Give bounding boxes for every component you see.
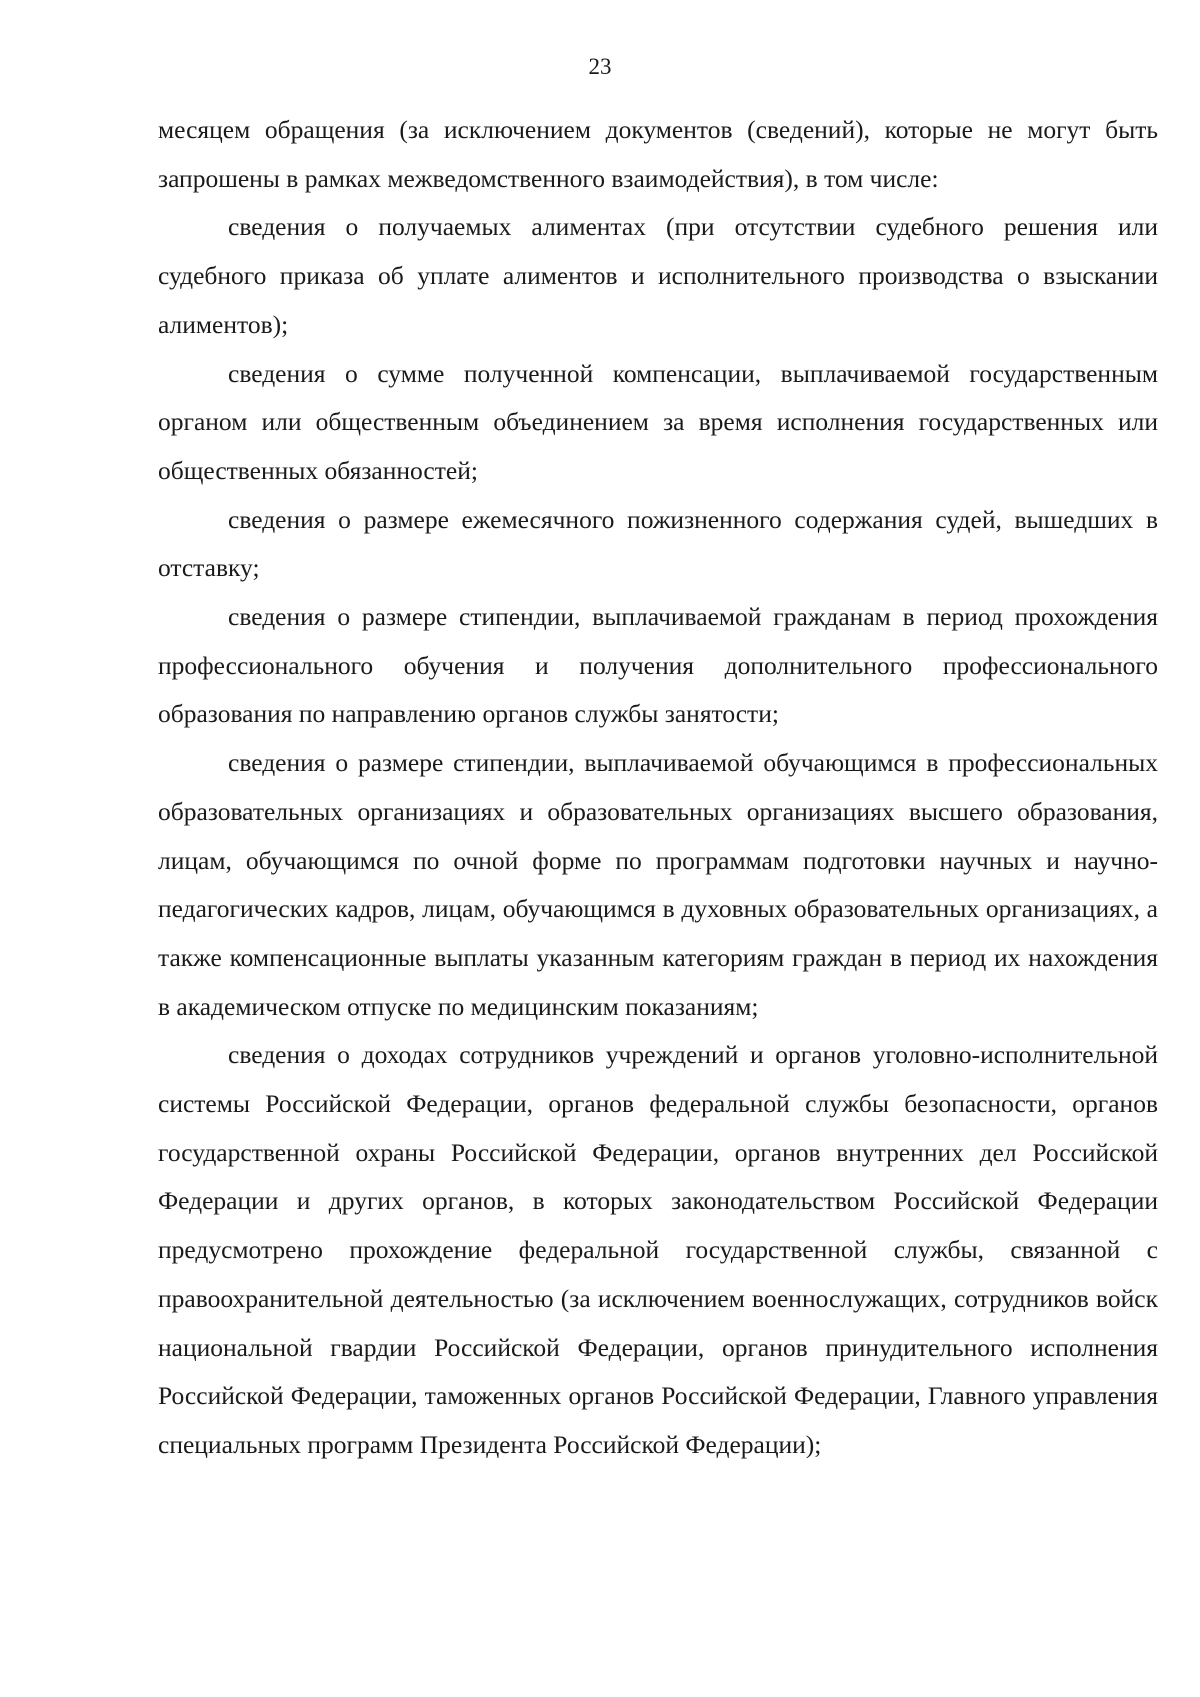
document-body: [158, 106, 1158, 1470]
paragraph-judges-allowance: сведения о размере ежемесячного пожизненного содержания судей, вышедших в отставку;: [158, 504, 1158, 583]
paragraph-law-enforcement-income: сведения о доходах сотрудников учреждений и органов уголовно-исполнительной системы Российской Федерации, органов федеральной службы безопасности, органов государственной охраны Российской Федерации, органов внутренних дел Российской Федерации и других органов, в которых законодательством Российской Федерации предусмотрено прохождение федеральной государственной службы, связанной с правоохранительной деятельностью (за исключением военнослужащих, сотрудников войск национальной гвардии Российской Федерации, органов принудительного исполнения Российской Федерации, таможенных органов Российской Федерации, Главного управления специальных программ Президента Российской Федерации);: [158, 1040, 1158, 1459]
paragraph-training-stipend: сведения о размере стипендии, выплачиваемой гражданам в период прохождения профессионального обучения и получения дополнительного профессионального образования по направлению органов службы занятости;: [158, 602, 1158, 729]
paragraph-compensation: сведения о сумме полученной компенсации, выплачиваемой государственным органом или общественным объединением за время исполнения государственных или общественных обязанностей;: [158, 358, 1158, 485]
page-number: 23: [588, 54, 612, 79]
paragraph-intro: месяцем обращения (за исключением документов (сведений), которые не могут быть запрошены в рамках межведомственного взаимодействия), в том числе:: [158, 115, 1158, 193]
paragraph-alimony: сведения о получаемых алиментах (при отсутствии судебного решения или судебного приказа об уплате алиментов и исполнительного производства о взыскании алиментов);: [158, 212, 1158, 339]
paragraph-student-stipend: сведения о размере стипендии, выплачиваемой обучающимся в профессиональных образовательных организациях и образовательных организациях высшего образования, лицам, обучающимся по очной форме по программам подготовки научных и научно-педагогических кадров, лицам, обучающимся в духовных образовательных организациях, а также компенсационные выплаты указанным категориям граждан в период их нахождения в академическом отпуске по медицинским показаниям;: [158, 748, 1158, 1021]
